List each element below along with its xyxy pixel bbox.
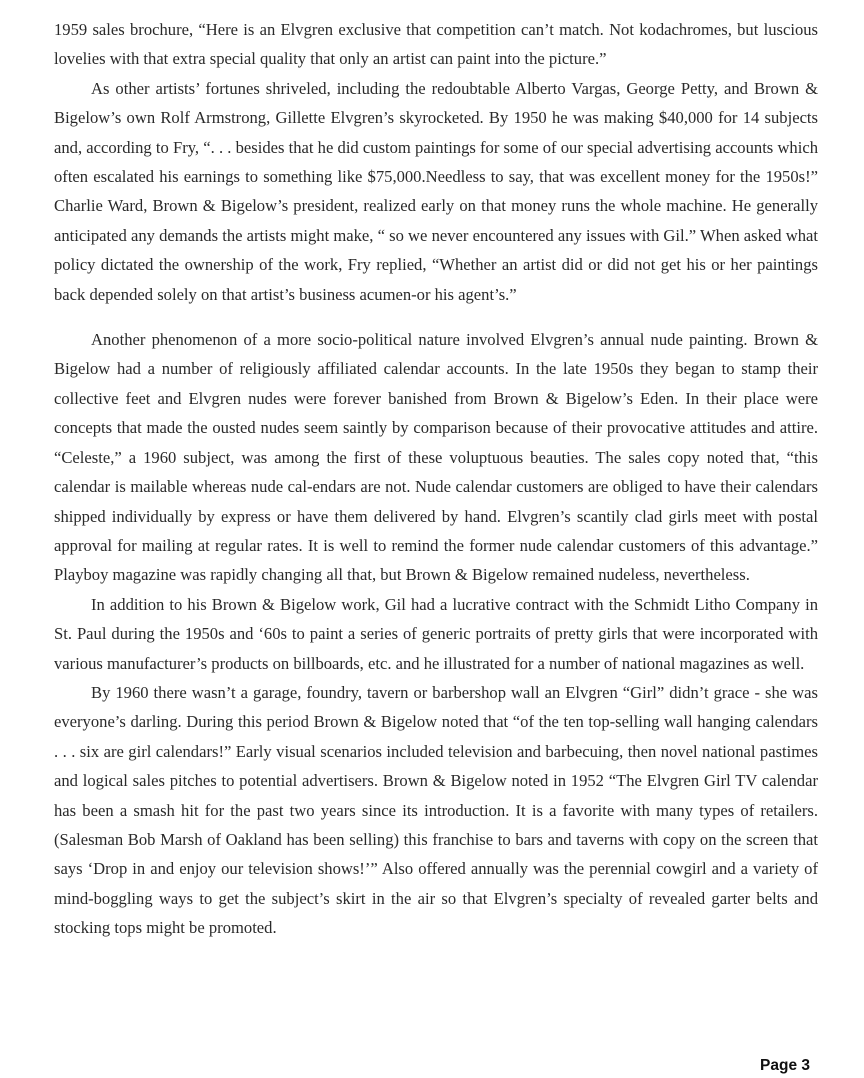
page-number: Page 3 (760, 1057, 810, 1074)
paragraph-schmidt-litho: In addition to his Brown & Bigelow work, Gil had a lucrative contract with the Schmidt Litho Company in St. Paul during the 1950s and ‘60s to paint a series of generic portraits of pretty girls that were incorporated with various manufacturer’s products on billboards, etc. and he illustrated for a number of national magazines as well. (54, 594, 818, 673)
paragraph-elvgren-girl: By 1960 there wasn’t a garage, foundry, tavern or barbershop wall an Elvgren “Girl” didn’t grace - she was everyone’s darling. During this period Brown & Bigelow noted that “of the ten top-selling wall hanging calendars . . . six are girl calendars!” Early visual scenarios included television and barbecuing, then novel national pastimes and logical sales pitches to potential advertisers. Brown & Bigelow noted in 1952 “The Elvgren Girl TV calendar has been a smash hit for the past two years since its introduction. It is a favorite with many types of retailers. (Salesman Bob Marsh of Oakland has been selling) this franchise to bars and taverns with copy on the screen that says ‘Drop in and enjoy our television shows!’” Also offered annually was the perennial cowgirl and a variety of mind-boggling ways to get the subject’s skirt in the air so that Elvgren’s specialty of revealed garter belts and stocking tops might be promoted. (54, 682, 818, 938)
paragraph-artists-fortunes: As other artists’ fortunes shriveled, including the redoubtable Alberto Vargas, George Petty, and Brown & Bigelow’s own Rolf Armstrong, Gillette Elvgren’s skyrocketed. By 1950 he was making $40,000 for 14 subjects and, according to Fry, “. . . besides that he did custom paintings for some of our special advertising accounts which often escalated his earnings to something like $75,000.Needless to say, that was excellent money for the 1950s!” Charlie Ward, Brown & Bigelow’s president, realized early on that money runs the whole machine. He generally anticipated any demands the artists might make, “ so we never encountered any issues with Gil.” When asked what policy dictated the ownership of the work, Fry replied, “Whether an artist did or did not get his or her paintings back depended solely on that artist’s business acumen-or his agent’s.” (54, 78, 818, 304)
paragraph-nude-painting: Another phenomenon of a more socio-political nature involved Elvgren’s annual nude painting. Brown & Bigelow had a number of religiously affiliated calendar accounts. In the late 1950s they began to stamp their collective feet and Elvgren nudes were forever banished from Brown & Bigelow’s Eden. In their place were concepts that made the ousted nudes seem saintly by comparison because of their provocative attitudes and attire. “Celeste,” a 1960 subject, was among the first of these voluptuous beauties. The sales copy noted that, “this calendar is mailable whereas nude cal-endars are not. Nude calendar customers are obliged to have their calendars shipped individually by express or have them delivered by hand. Elvgren’s scantily clad girls meet with postal approval for mailing at regular rates. It is well to remind the former nude calendar customers of this advantage.” Playboy magazine was rapidly changing all that, but Brown & Bigelow remained nudeless, nevertheless. (54, 330, 818, 585)
paragraph-brochure-quote: 1959 sales brochure, “Here is an Elvgren exclusive that competition can’t match. Not kodachromes, but luscious lovelies with that extra special quality that only an artist can paint into the picture.” (54, 20, 818, 69)
paragraph-gap (54, 309, 818, 325)
